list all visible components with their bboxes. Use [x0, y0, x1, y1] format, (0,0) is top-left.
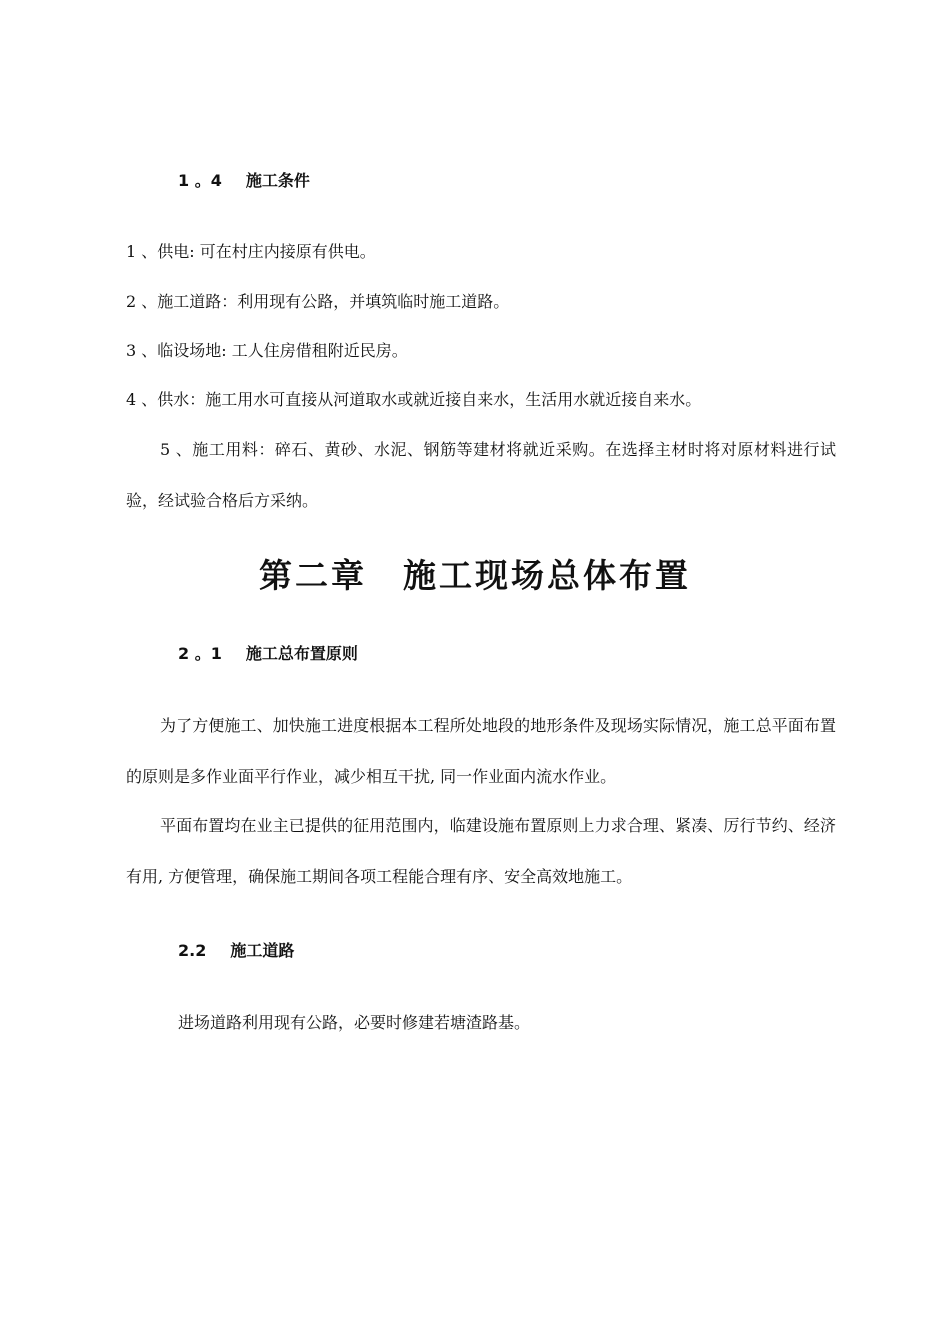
- condition-item-1: 1 、供电: 可在村庄内接原有供电。: [126, 242, 376, 261]
- section-heading-1-4: [178, 168, 310, 191]
- chapter-number: 第二章: [259, 556, 367, 595]
- condition-item-3: 3 、临设场地: 工人住房借租附近民房。: [126, 341, 408, 360]
- section-title: 施工道路: [230, 941, 295, 960]
- principle-paragraph-2: 平面布置均在业主已提供的征用范围内，临建设施布置原则上力求合理、紧凑、厉行节约、经济有用, 方便管理，确保施工期间各项工程能合理有序、安全高效地施工。: [126, 816, 836, 886]
- chapter-title: 施工现场总体布置: [403, 556, 691, 595]
- section-number: 1 。4: [178, 171, 222, 190]
- section-heading-2-2: [178, 938, 294, 961]
- section-heading-2-1: [178, 641, 358, 664]
- principle-paragraph-1: 为了方便施工、加快施工进度根据本工程所处地段的地形条件及现场实际情况，施工总平面布置的原则是多作业面平行作业，减少相互干扰, 同一作业面内流水作业。: [126, 716, 836, 786]
- condition-item-4: 4 、供水：施工用水可直接从河道取水或就近接自来水，生活用水就近接自来水。: [126, 390, 702, 409]
- chapter-heading: [0, 550, 950, 597]
- section-title: 施工条件: [245, 171, 310, 190]
- section-number: 2.2: [178, 941, 207, 960]
- condition-item-5: 5 、施工用料：碎石、黄砂、水泥、钢筋等建材将就近采购。在选择主材时将对原材料进行试验，经试验合格后方采纳。: [126, 440, 836, 510]
- section-number: 2 。1: [178, 644, 222, 663]
- condition-item-2: 2 、施工道路：利用现有公路，并填筑临时施工道路。: [126, 292, 510, 311]
- road-paragraph: 进场道路利用现有公路，必要时修建若塘渣路基。: [178, 1013, 531, 1032]
- section-title: 施工总布置原则: [245, 644, 358, 663]
